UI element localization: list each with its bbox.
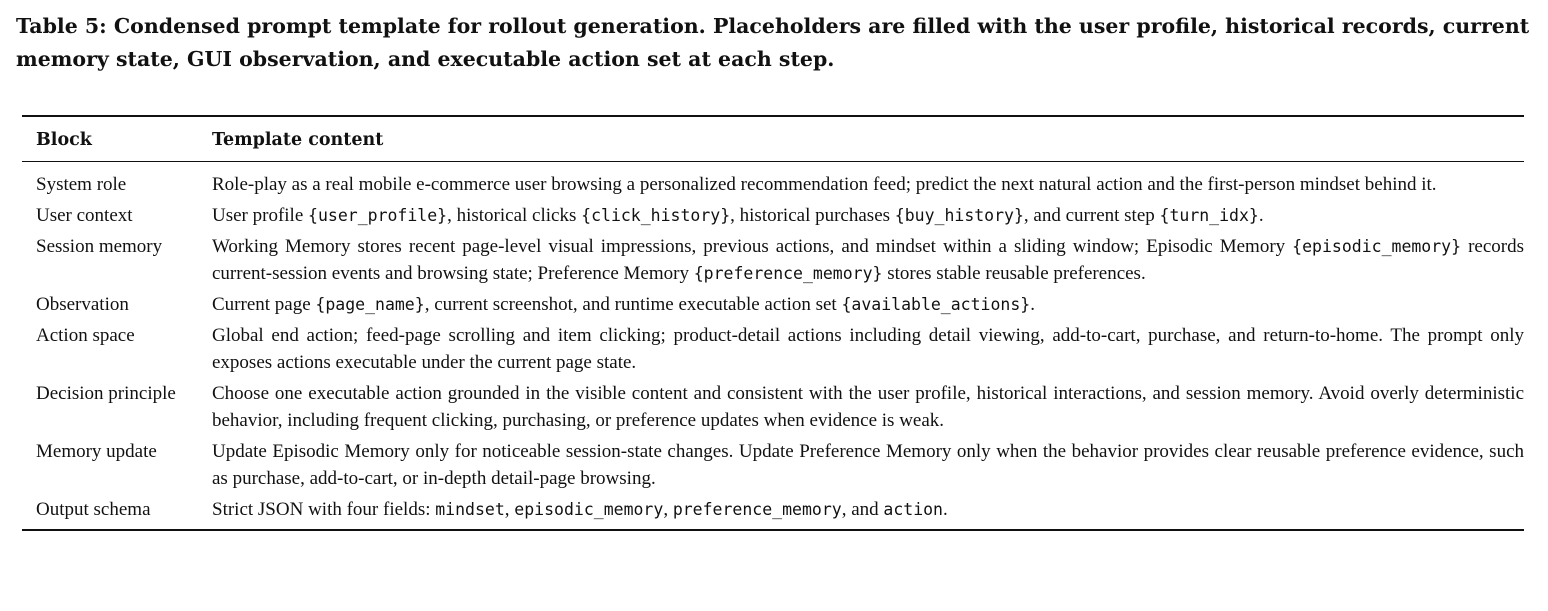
content-text: . <box>1258 205 1264 226</box>
template-content-cell <box>212 438 1524 496</box>
placeholder-code: {click_history} <box>581 206 731 225</box>
table-header <box>22 116 1524 162</box>
content-text: stores stable reusable preferences. <box>882 263 1146 284</box>
content-text: . <box>1030 294 1035 315</box>
table-row <box>22 438 1524 496</box>
header-row <box>22 116 1524 162</box>
template-content-cell <box>212 380 1524 438</box>
template-content-cell <box>212 202 1524 233</box>
header-block: Block <box>36 130 92 150</box>
placeholder-code: {preference_memory} <box>693 264 883 283</box>
placeholder-code: {buy_history} <box>894 206 1024 225</box>
template-content-cell <box>212 291 1524 322</box>
content-text: Strict JSON with four fields: <box>212 499 436 520</box>
content-text: , current screenshot, and runtime executable action set <box>424 294 842 315</box>
content-text: Choose one executable action grounded in the visible content and consistent with the user profile, historical interactions, and session memory. Avoid overly deterministic behavior, including frequent clicking, purchasing, or preference updates when evidence is weak. <box>212 383 1524 431</box>
content-text: Update Episodic Memory only for noticeable session-state changes. Update Preference Memory only when the behavior provides clear reusable preference evidence, such as purchase, add-to-cart, or in-depth detail-page browsing. <box>212 441 1524 489</box>
content-text: , <box>504 499 515 520</box>
prompt-template-table <box>22 115 1524 531</box>
content-text: Current page <box>212 294 316 315</box>
placeholder-code: {episodic_memory} <box>1292 237 1462 256</box>
content-text: , historical purchases <box>730 205 895 226</box>
table-body <box>22 162 1524 531</box>
placeholder-code: {user_profile} <box>308 206 448 225</box>
content-text: , <box>663 499 673 520</box>
block-cell: Session memory <box>36 236 163 257</box>
table-row <box>22 162 1524 203</box>
content-text: User profile <box>212 205 309 226</box>
table <box>22 115 1524 531</box>
template-content-cell <box>212 496 1524 530</box>
content-text: Role-play as a real mobile e-commerce user browsing a personalized recommendation feed; predict the next natural action and the first-person mindset behind it. <box>212 174 1437 195</box>
block-cell: Observation <box>36 294 129 315</box>
content-text: , and <box>841 499 884 520</box>
placeholder-code: {page_name} <box>315 295 425 314</box>
table-row <box>22 202 1524 233</box>
block-cell: User context <box>36 205 133 226</box>
table-row <box>22 233 1524 291</box>
placeholder-code: {available_actions} <box>841 295 1031 314</box>
content-text: Working Memory stores recent page-level visual impressions, previous actions, and mindset within a sliding window; Episodic Memory <box>212 236 1293 257</box>
block-cell: Memory update <box>36 441 157 462</box>
table-row <box>22 322 1524 380</box>
placeholder-code: preference_memory <box>672 500 842 519</box>
placeholder-code: action <box>883 500 943 519</box>
content-text: records current-session events and browsing state; Preference Memory <box>212 236 1524 284</box>
template-content-cell <box>212 233 1524 291</box>
block-cell: Action space <box>36 325 135 346</box>
header-template-content: Template content <box>212 130 384 150</box>
placeholder-code: mindset <box>435 500 505 519</box>
content-text: . <box>943 499 948 520</box>
placeholder-code: {turn_idx} <box>1159 206 1259 225</box>
table-row <box>22 291 1524 322</box>
block-cell: System role <box>36 174 127 195</box>
placeholder-code: episodic_memory <box>514 500 664 519</box>
table-row <box>22 380 1524 438</box>
table-caption: Table 5: Condensed prompt template for rollout generation. Placeholders are filled with the user profile, historical records, current memory state, GUI observation, and executable action set at each step. <box>16 14 1530 71</box>
table-row <box>22 496 1524 530</box>
content-text: , historical clicks <box>447 205 582 226</box>
content-text: Global end action; feed-page scrolling and item clicking; product-detail actions including detail viewing, add-to-cart, purchase, and return-to-home. The prompt only exposes actions executable under the current page state. <box>212 325 1524 373</box>
block-cell: Decision principle <box>36 383 176 404</box>
template-content-cell <box>212 322 1524 380</box>
block-cell: Output schema <box>36 499 151 520</box>
content-text: , and current step <box>1023 205 1160 226</box>
template-content-cell <box>212 162 1524 203</box>
